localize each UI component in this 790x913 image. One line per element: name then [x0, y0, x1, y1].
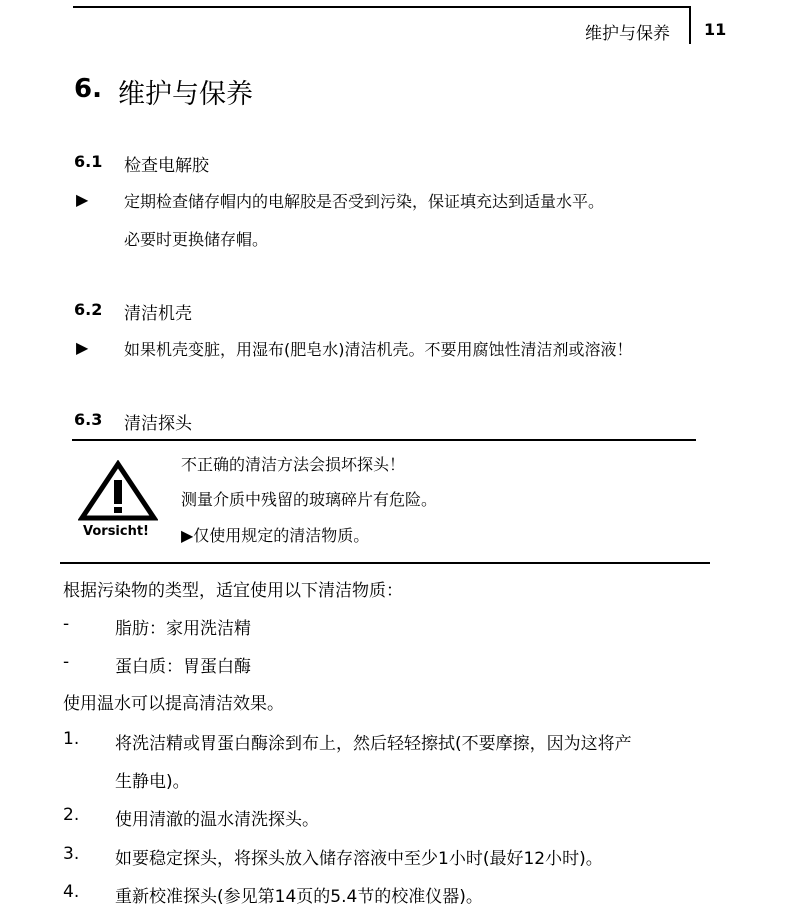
paragraph-line: 如果机壳变脏，用湿布(肥皂水)清洁机壳。不要用腐蚀性清洁剂或溶液！ — [124, 340, 633, 359]
chapter-title: 维护与保养 — [118, 79, 253, 110]
section-number: 6.3 — [74, 410, 103, 429]
warm-water-note: 使用温水可以提高清洁效果。 — [63, 694, 284, 714]
step-text: 重新校准探头(参见第14页的5.4节的校准仪器)。 — [115, 887, 483, 907]
step-text: 将洗洁精或胃蛋白酶涂到布上，然后轻轻擦拭(不要摩擦，因为这将产 — [115, 734, 632, 754]
section-number: 6.1 — [74, 152, 103, 171]
warning-rule-top — [72, 439, 696, 441]
section-title: 清洁探头 — [124, 414, 192, 434]
section-title: 清洁机壳 — [124, 304, 192, 324]
warning-line: 不正确的清洁方法会损坏探头！ — [181, 455, 406, 474]
step-number: 2. — [63, 805, 80, 825]
section-title: 检查电解胶 — [124, 156, 209, 176]
header-divider — [689, 6, 691, 44]
warning-triangle-icon — [78, 460, 158, 522]
header-rule — [73, 6, 690, 8]
section-number: 6.2 — [74, 300, 103, 319]
dash-marker: - — [63, 652, 70, 672]
intro-text: 根据污染物的类型，适宜使用以下清洁物质： — [63, 581, 403, 601]
bullet-arrow-icon: ▶ — [76, 190, 89, 209]
page-number: 11 — [704, 20, 727, 39]
warning-line: ▶仅使用规定的清洁物质。 — [181, 526, 370, 545]
paragraph-line: 必要时更换储存帽。 — [124, 230, 269, 249]
step-text: 使用清澈的温水清洗探头。 — [115, 810, 319, 830]
step-number: 3. — [63, 844, 80, 864]
warning-label: Vorsicht! — [83, 524, 149, 539]
paragraph-line: 定期检查储存帽内的电解胶是否受到污染，保证填充达到适量水平。 — [124, 192, 605, 211]
warning-rule-bottom — [60, 562, 710, 564]
step-text: 生静电)。 — [115, 772, 190, 792]
step-number: 1. — [63, 729, 80, 749]
step-number: 4. — [63, 882, 80, 902]
step-text: 如要稳定探头，将探头放入储存溶液中至少1小时(最好12小时)。 — [115, 849, 603, 869]
dash-marker: - — [63, 614, 70, 634]
warning-line: 测量介质中残留的玻璃碎片有危险。 — [181, 490, 438, 509]
dash-item-text: 蛋白质：胃蛋白酶 — [115, 657, 251, 677]
dash-item-text: 脂肪：家用洗洁精 — [115, 619, 251, 639]
chapter-number: 6. — [74, 74, 102, 104]
bullet-arrow-icon: ▶ — [76, 338, 89, 357]
running-header-title: 维护与保养 — [585, 24, 670, 44]
